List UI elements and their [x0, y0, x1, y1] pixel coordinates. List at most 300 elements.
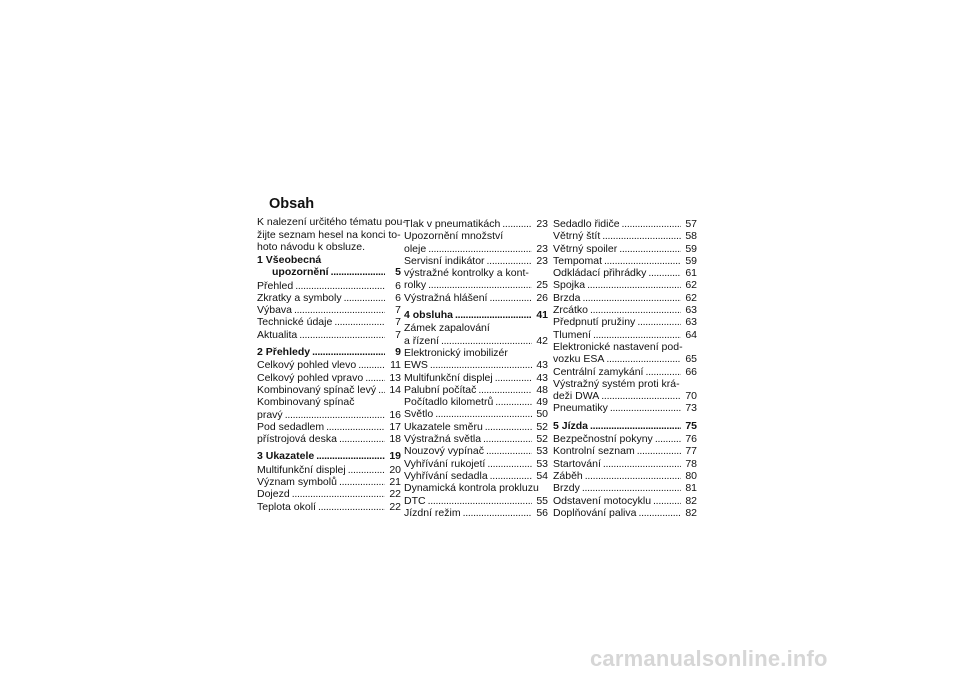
toc-entry-title: Výbava [257, 304, 293, 317]
toc-entry-line [257, 304, 404, 316]
dot-leader [478, 384, 532, 396]
dot-leader [495, 372, 532, 384]
toc-entry-title: Technické údaje [257, 316, 333, 329]
toc-entry-title: Kontrolní seznam [553, 445, 635, 458]
toc-entry-title: 4 obsluha [404, 309, 454, 322]
toc-entry-title: Sedadlo řidiče [553, 218, 620, 230]
toc-entry-title: Multifunkční displej [404, 371, 493, 384]
dot-leader [645, 366, 681, 378]
toc-entry[interactable] [404, 470, 551, 482]
toc-page-number: 6 [395, 279, 401, 292]
toc-page-number: 52 [536, 420, 548, 433]
toc-entry-title: Upozornění množství [404, 230, 504, 243]
toc-entry-title: a řízení [404, 334, 440, 347]
toc-entry-line [404, 507, 551, 519]
toc-entry-line [404, 322, 551, 334]
toc-entry-title: Zrcátko [553, 304, 589, 317]
dot-leader [604, 255, 681, 267]
toc-page-number: 63 [685, 316, 697, 329]
toc-page-number: 7 [395, 316, 401, 329]
toc-page-number: 59 [685, 242, 697, 255]
toc-entry-title: Výstražná hlášení [404, 291, 488, 304]
dot-leader [428, 279, 532, 291]
toc-entry-title: Vyhřívání sedadla [404, 469, 488, 482]
toc-entry-line [553, 304, 700, 316]
toc-entry-line [257, 384, 404, 396]
toc-entry-title: Pod sedadlem [257, 420, 325, 433]
dot-leader [582, 292, 681, 304]
toc-entry[interactable] [553, 279, 700, 291]
dot-leader [603, 458, 681, 470]
toc-page-number: 11 [390, 359, 401, 372]
toc-entry-line [257, 421, 404, 433]
toc-entry-line [404, 470, 551, 482]
toc-page-number: 76 [685, 433, 697, 446]
toc-page-number: 82 [685, 506, 697, 519]
toc-entry[interactable] [404, 396, 551, 408]
dot-leader [285, 409, 385, 421]
toc-column-1 [257, 254, 404, 513]
toc-page-number: 66 [685, 365, 697, 378]
dot-leader [365, 372, 385, 384]
toc-entry-line [404, 255, 551, 267]
toc-entry-title: oleje [404, 242, 427, 255]
toc-page-number: 43 [536, 371, 548, 384]
toc-entry[interactable] [553, 316, 700, 328]
toc-page-number: 62 [685, 291, 697, 304]
dot-leader [585, 470, 681, 482]
toc-entry-line [553, 458, 700, 470]
toc-entry-line [257, 292, 404, 304]
toc-entry[interactable] [553, 304, 700, 316]
dot-leader [637, 316, 681, 328]
toc-entry[interactable] [553, 366, 700, 378]
toc-column-3 [553, 218, 700, 519]
toc-entry-title: upozornění [272, 266, 329, 279]
toc-entry[interactable] [553, 341, 700, 366]
toc-page-number: 64 [685, 328, 697, 341]
toc-entry[interactable] [553, 495, 700, 507]
dot-leader [348, 464, 385, 476]
intro-line: K nalezení určitého tématu pou- [257, 216, 406, 228]
toc-entry-line [404, 384, 551, 396]
dot-leader [428, 243, 532, 255]
toc-page-number: 22 [389, 488, 401, 501]
toc-entry-line [257, 450, 404, 462]
toc-entry[interactable] [553, 267, 700, 279]
toc-entry-title: Centrální zamykání [553, 365, 644, 378]
toc-page-number: 77 [685, 445, 697, 458]
toc-entry-title: 3 Ukazatele [257, 450, 315, 463]
toc-entry-title: Vyhřívání rukojetí [404, 457, 486, 470]
dot-leader [294, 304, 385, 316]
toc-entry-title: Kombinovaný spínač [257, 396, 355, 409]
toc-entry-line [404, 445, 551, 457]
toc-page-number: 55 [536, 494, 548, 507]
toc-page-number: 25 [536, 279, 548, 292]
toc-entry[interactable] [404, 421, 551, 433]
toc-entry-title: Spojka [553, 279, 586, 292]
toc-entry[interactable] [553, 243, 700, 255]
dot-leader [334, 316, 385, 328]
toc-page-number: 54 [536, 469, 548, 482]
toc-entry[interactable] [404, 433, 551, 445]
toc-entry-line [257, 488, 404, 500]
toc-page-number: 49 [536, 396, 548, 409]
toc-page-number: 23 [536, 218, 548, 230]
intro-line: hoto návodu k obsluze. [257, 241, 365, 253]
dot-leader [430, 359, 532, 371]
toc-entry[interactable] [257, 488, 404, 500]
toc-entry-title: Odstavení motocyklu [553, 494, 652, 507]
toc-entry[interactable] [257, 433, 404, 445]
toc-entry-line [553, 353, 700, 365]
toc-entry[interactable] [553, 218, 700, 230]
toc-entry-line [257, 280, 404, 292]
toc-entry[interactable] [257, 280, 404, 292]
toc-entry[interactable] [257, 476, 404, 488]
toc-page-number: 63 [685, 304, 697, 317]
toc-entry-title: Kombinovaný spínač levý [257, 383, 377, 396]
dot-leader [378, 384, 385, 396]
dot-leader [292, 488, 385, 500]
toc-entry[interactable] [257, 501, 404, 513]
toc-section[interactable] [553, 420, 700, 432]
toc-entry-line [553, 445, 700, 457]
toc-page-number: 20 [389, 463, 401, 476]
toc-entry-line [553, 470, 700, 482]
toc-entry[interactable] [404, 255, 551, 267]
toc-entry[interactable] [404, 458, 551, 470]
toc-entry[interactable] [553, 402, 700, 414]
dot-leader [441, 335, 532, 347]
dot-leader [487, 255, 532, 267]
toc-page-number: 23 [536, 254, 548, 267]
toc-entry-line [404, 230, 551, 242]
toc-entry-line [404, 482, 551, 494]
toc-page-number: 19 [389, 450, 401, 463]
toc-page-number: 43 [536, 359, 548, 372]
toc-page-number: 81 [685, 482, 697, 495]
toc-entry-title: Výstražná světla [404, 433, 482, 446]
dot-leader [486, 445, 532, 457]
toc-entry-line [257, 464, 404, 476]
toc-entry-title: Tlak v pneumatikách [404, 218, 501, 230]
toc-entry-line [404, 335, 551, 347]
toc-page-number: 13 [389, 371, 401, 384]
toc-page-number: 80 [685, 469, 697, 482]
toc-entry-title: Větrný štít [553, 230, 601, 243]
toc-entry[interactable] [553, 433, 700, 445]
toc-entry[interactable] [553, 292, 700, 304]
dot-leader [331, 266, 385, 278]
toc-entry[interactable] [553, 458, 700, 470]
toc-entry-title: Tempomat [553, 254, 603, 267]
toc-entry[interactable] [553, 470, 700, 482]
toc-entry-line [257, 329, 404, 341]
toc-entry[interactable] [257, 292, 404, 304]
toc-entry[interactable] [553, 445, 700, 457]
toc-entry[interactable] [404, 267, 551, 292]
toc-entry-line [257, 346, 404, 358]
toc-entry[interactable] [257, 372, 404, 384]
toc-entry-title: výstražné kontrolky a kont- [404, 267, 529, 280]
toc-entry[interactable] [404, 445, 551, 457]
toc-entry-title: Ukazatele směru [404, 420, 483, 433]
toc-entry-line [404, 218, 551, 230]
toc-entry-title: Jízdní režim [404, 506, 461, 519]
toc-entry-line [404, 267, 551, 279]
toc-page-number: 70 [685, 390, 697, 403]
dot-leader [601, 390, 681, 402]
toc-page-number: 14 [389, 383, 401, 396]
toc-entry-title: přístrojová deska [257, 433, 337, 446]
toc-entry[interactable] [404, 292, 551, 304]
toc-entry-title: Aktualita [257, 328, 298, 341]
toc-entry-line [553, 279, 700, 291]
toc-page-number: 53 [536, 457, 548, 470]
dot-leader [619, 243, 681, 255]
toc-page-number: 18 [389, 433, 401, 446]
dot-leader [602, 230, 681, 242]
toc-entry-line [553, 292, 700, 304]
toc-page-number: 82 [685, 494, 697, 507]
toc-entry-title: Přehled [257, 279, 294, 292]
toc-entry[interactable] [553, 378, 700, 403]
toc-page-number: 56 [536, 506, 548, 519]
toc-entry[interactable] [553, 482, 700, 494]
toc-entry-title: Tlumení [553, 328, 591, 341]
dot-leader [299, 329, 385, 341]
dot-leader [489, 292, 532, 304]
toc-section[interactable] [257, 450, 404, 462]
dot-leader [653, 495, 681, 507]
toc-entry[interactable] [404, 408, 551, 420]
toc-entry-title: 2 Přehledy [257, 346, 311, 359]
toc-page-number: 78 [685, 457, 697, 470]
toc-entry-title: Význam symbolů [257, 476, 337, 489]
toc-page-number: 26 [536, 291, 548, 304]
toc-entry-line [553, 243, 700, 255]
toc-page-number: 5 [395, 266, 401, 279]
toc-page-number: 16 [389, 408, 401, 421]
toc-page-number: 53 [536, 445, 548, 458]
dot-leader [339, 433, 385, 445]
dot-leader [295, 280, 385, 292]
toc-entry-title: Celkový pohled vpravo [257, 371, 364, 384]
toc-entry[interactable] [553, 230, 700, 242]
toc-entry-line [404, 495, 551, 507]
toc-entry[interactable] [257, 359, 404, 371]
toc-entry[interactable] [404, 218, 551, 230]
toc-entry[interactable] [404, 384, 551, 396]
dot-leader [485, 421, 532, 433]
toc-entry-title: Odkládací přihrádky [553, 267, 647, 280]
toc-entry-title: Servisní indikátor [404, 254, 485, 267]
dot-leader [495, 396, 532, 408]
toc-page-number: 7 [395, 304, 401, 317]
dot-leader [606, 353, 681, 365]
intro-text [257, 216, 407, 254]
toc-entry[interactable] [257, 304, 404, 316]
toc-page-number: 61 [685, 267, 697, 280]
toc-entry-line [553, 255, 700, 267]
toc-entry-line [404, 372, 551, 384]
toc-entry[interactable] [257, 316, 404, 328]
dot-leader [655, 433, 681, 445]
toc-entry-title: Počítadlo kilometrů [404, 396, 494, 409]
toc-entry-line [257, 501, 404, 513]
toc-entry[interactable] [257, 384, 404, 396]
toc-entry-title: Multifunkční displej [257, 463, 346, 476]
toc-entry-line [257, 396, 404, 408]
toc-entry-line [404, 433, 551, 445]
toc-entry-title: Větrný spoiler [553, 242, 618, 255]
dot-leader [590, 304, 681, 316]
toc-section[interactable] [257, 254, 404, 279]
toc-entry-title: DTC [404, 494, 426, 507]
dot-leader [316, 450, 385, 462]
toc-entry-line [553, 230, 700, 242]
toc-page-number: 65 [685, 353, 697, 366]
toc-entry-title: Brzdy [553, 482, 580, 495]
toc-entry-line [257, 316, 404, 328]
toc-entry-title: Celkový pohled vlevo [257, 359, 357, 372]
toc-entry-title: Elektronický imobilizér [404, 346, 508, 359]
toc-entry-title: Dojezd [257, 488, 290, 501]
toc-entry[interactable] [257, 329, 404, 341]
toc-entry[interactable] [404, 372, 551, 384]
toc-page-number: 6 [395, 291, 401, 304]
toc-page-number: 75 [685, 419, 697, 432]
page-title: Obsah [269, 196, 315, 212]
toc-entry-line [257, 372, 404, 384]
toc-page-number: 62 [685, 279, 697, 292]
toc-entry-line [257, 266, 404, 278]
toc-page-number: 48 [536, 383, 548, 396]
toc-entry-title: deži DWA [553, 390, 600, 403]
toc-entry[interactable] [404, 322, 551, 347]
toc-page-number: 73 [685, 402, 697, 415]
toc-section[interactable] [404, 309, 551, 321]
toc-entry-line [553, 267, 700, 279]
toc-entry-line [404, 458, 551, 470]
dot-leader [610, 402, 681, 414]
watermark-text: carmanualsonline.info [590, 646, 828, 671]
toc-entry[interactable] [404, 507, 551, 519]
toc-entry-line [553, 390, 700, 402]
toc-entry[interactable] [404, 347, 551, 372]
toc-entry-line [404, 421, 551, 433]
dot-leader [339, 476, 385, 488]
toc-entry-line [404, 243, 551, 255]
dot-leader [463, 507, 532, 519]
toc-entry-title: 1 Všeobecná [257, 254, 322, 266]
toc-entry-title: pravý [257, 408, 283, 421]
toc-entry[interactable] [553, 329, 700, 341]
toc-entry-line [404, 396, 551, 408]
toc-entry-line [257, 359, 404, 371]
toc-entry-line [553, 495, 700, 507]
toc-entry-title: Doplňování paliva [553, 506, 637, 519]
dot-leader [358, 359, 385, 371]
toc-entry-line [553, 433, 700, 445]
toc-entry-line [553, 366, 700, 378]
toc-entry-title: Elektronické nastavení pod- [553, 340, 683, 353]
toc-entry-title: Startování [553, 457, 601, 470]
toc-column-2 [404, 218, 551, 519]
toc-entry-title: Palubní počítač [404, 383, 477, 396]
toc-entry-line [404, 309, 551, 321]
toc-entry-line [553, 420, 700, 432]
toc-entry-line [553, 341, 700, 353]
toc-section[interactable] [257, 346, 404, 358]
toc-page-number: 59 [685, 254, 697, 267]
toc-entry-title: Předpnutí pružiny [553, 316, 636, 329]
toc-entry[interactable] [404, 230, 551, 255]
dot-leader [502, 218, 532, 230]
toc-entry[interactable] [257, 464, 404, 476]
toc-entry-line [257, 476, 404, 488]
dot-leader [648, 267, 681, 279]
toc-entry[interactable] [257, 396, 404, 421]
dot-leader [638, 507, 681, 519]
toc-entry-title: Záběh [553, 469, 583, 482]
toc-entry-title: Světlo [404, 408, 434, 421]
toc-entry-title: Dynamická kontrola prokluzu [404, 482, 539, 495]
toc-entry-title: 5 Jízda [553, 419, 589, 432]
toc-entry-line [553, 218, 700, 230]
toc-entry-line [404, 292, 551, 304]
toc-entry[interactable] [257, 421, 404, 433]
toc-page-number: 22 [389, 500, 401, 513]
toc-entry-line [553, 329, 700, 341]
dot-leader [587, 279, 681, 291]
toc-entry-line [404, 408, 551, 420]
toc-entry[interactable] [553, 255, 700, 267]
toc-entry[interactable] [553, 507, 700, 519]
dot-leader [428, 495, 532, 507]
toc-entry-title: Bezpečnostní pokyny [553, 433, 653, 446]
toc-page-number: 41 [536, 309, 548, 322]
toc-entry-line [553, 507, 700, 519]
toc-entry-line [404, 279, 551, 291]
toc-entry-title: Brzda [553, 291, 581, 304]
toc-entry-line [404, 359, 551, 371]
toc-entry-title: Nouzový vypínač [404, 445, 484, 458]
toc-entry-title: rolky [404, 279, 427, 292]
toc-entry-line [553, 482, 700, 494]
toc-entry-title: Zámek zapalování [404, 322, 490, 335]
dot-leader [490, 470, 532, 482]
dot-leader [344, 292, 385, 304]
dot-leader [326, 421, 385, 433]
toc-entry-line [257, 254, 404, 266]
toc-entry[interactable] [404, 482, 551, 507]
toc-page-number: 57 [685, 218, 697, 230]
toc-entry-title: vozku ESA [553, 353, 605, 366]
toc-page-number: 42 [536, 334, 548, 347]
dot-leader [590, 420, 681, 432]
dot-leader [487, 458, 532, 470]
toc-page-number: 7 [395, 328, 401, 341]
dot-leader [582, 482, 681, 494]
dot-leader [318, 501, 385, 513]
toc-entry-line [553, 316, 700, 328]
dot-leader [483, 433, 532, 445]
toc-entry-line [404, 347, 551, 359]
dot-leader [637, 445, 681, 457]
